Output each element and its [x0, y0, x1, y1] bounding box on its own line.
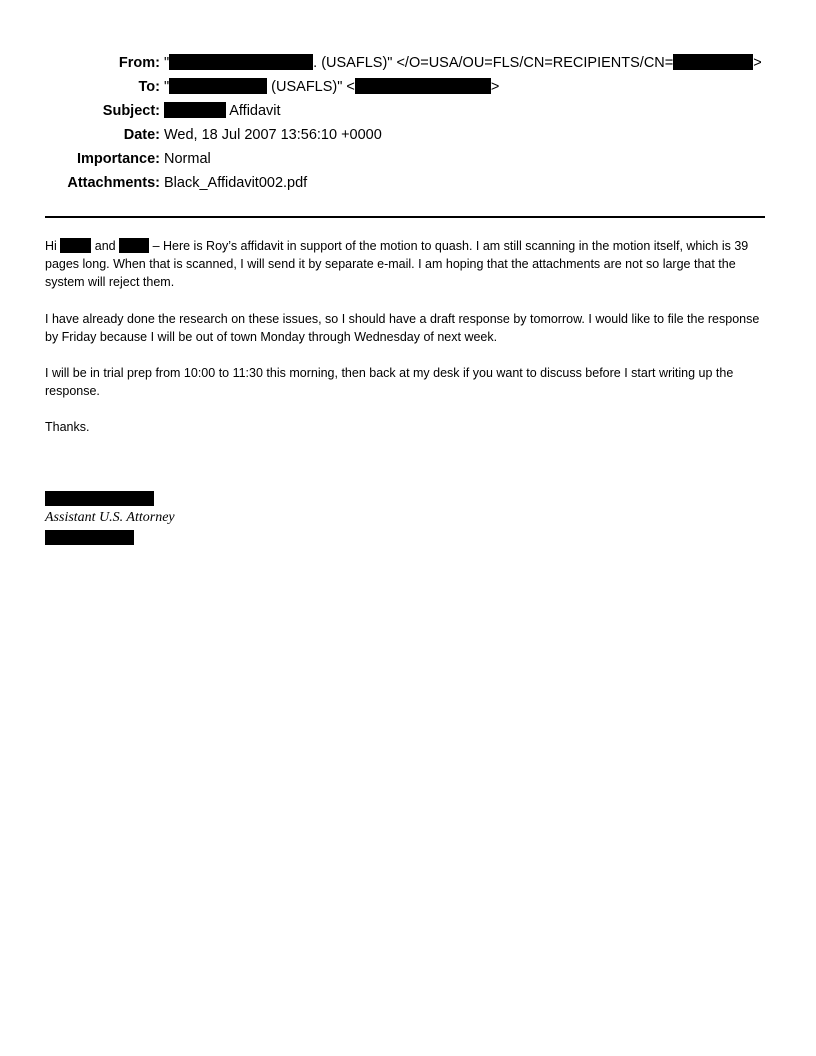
from-address: . (USAFLS)" </O=USA/OU=FLS/CN=RECIPIENTS/CN= — [313, 55, 674, 71]
from-row — [0, 52, 816, 74]
signature-title: Assistant U.S. Attorney — [45, 510, 175, 525]
attachments-label: Attachments: — [67, 175, 160, 191]
date-row — [0, 124, 816, 146]
subject-text: Affidavit — [226, 103, 281, 119]
body-paragraph-1 — [45, 237, 775, 291]
paragraph-3-text: I will be in trial prep from 10:00 to 11:30 this morning, then back at my desk if you want to discuss before I start writing up the response. — [45, 366, 734, 398]
to-row — [0, 76, 816, 98]
redaction-bar — [164, 102, 226, 118]
subject-row — [0, 100, 816, 122]
redaction-bar — [60, 238, 91, 253]
from-label: From: — [118, 55, 160, 71]
and-text: and — [91, 239, 120, 253]
body-paragraph-3 — [45, 364, 775, 400]
to-address: (USAFLS)" < — [267, 79, 355, 95]
header-divider — [45, 216, 765, 218]
paragraph-1-text: – Here is Roy’s affidavit in support of the motion to quash. I am still scanning in the motion itself, which is 39 pages long. When that is scanned, I will send it by separate e-mail. I am hoping that the attachments are not so large that the system will reject them. — [45, 239, 749, 289]
from-quote: " — [164, 55, 170, 71]
date-label: Date: — [123, 127, 160, 143]
signature-name-redaction — [45, 491, 154, 506]
greeting-text: Hi — [45, 239, 61, 253]
body-paragraph-2 — [45, 310, 775, 346]
redaction-bar — [119, 238, 149, 253]
redaction-bar — [169, 78, 267, 94]
from-end: > — [753, 55, 762, 71]
redaction-bar — [355, 78, 491, 94]
importance-value: Normal — [164, 151, 211, 167]
date-value: Wed, 18 Jul 2007 13:56:10 +0000 — [164, 127, 382, 143]
to-quote: " — [164, 79, 170, 95]
signature-contact-redaction — [45, 530, 134, 545]
attachments-row — [0, 172, 816, 194]
from-value — [164, 52, 762, 74]
body-paragraph-4 — [45, 418, 775, 436]
importance-label: Importance: — [77, 151, 160, 167]
redaction-bar — [673, 54, 753, 70]
attachment-filename[interactable]: Black_Affidavit002.pdf — [164, 175, 308, 191]
subject-label: Subject: — [102, 103, 160, 119]
importance-row — [0, 148, 816, 170]
paragraph-2-text: I have already done the research on these issues, so I should have a draft response by tomorrow. I would like to file the response by Friday because I will be out of town Monday through Wednesday of next week. — [45, 312, 760, 344]
to-value — [164, 76, 499, 98]
redaction-bar — [169, 54, 313, 70]
to-label: To: — [138, 79, 160, 95]
to-end: > — [490, 79, 500, 95]
subject-value — [164, 100, 281, 122]
thanks-text: Thanks. — [45, 420, 90, 434]
